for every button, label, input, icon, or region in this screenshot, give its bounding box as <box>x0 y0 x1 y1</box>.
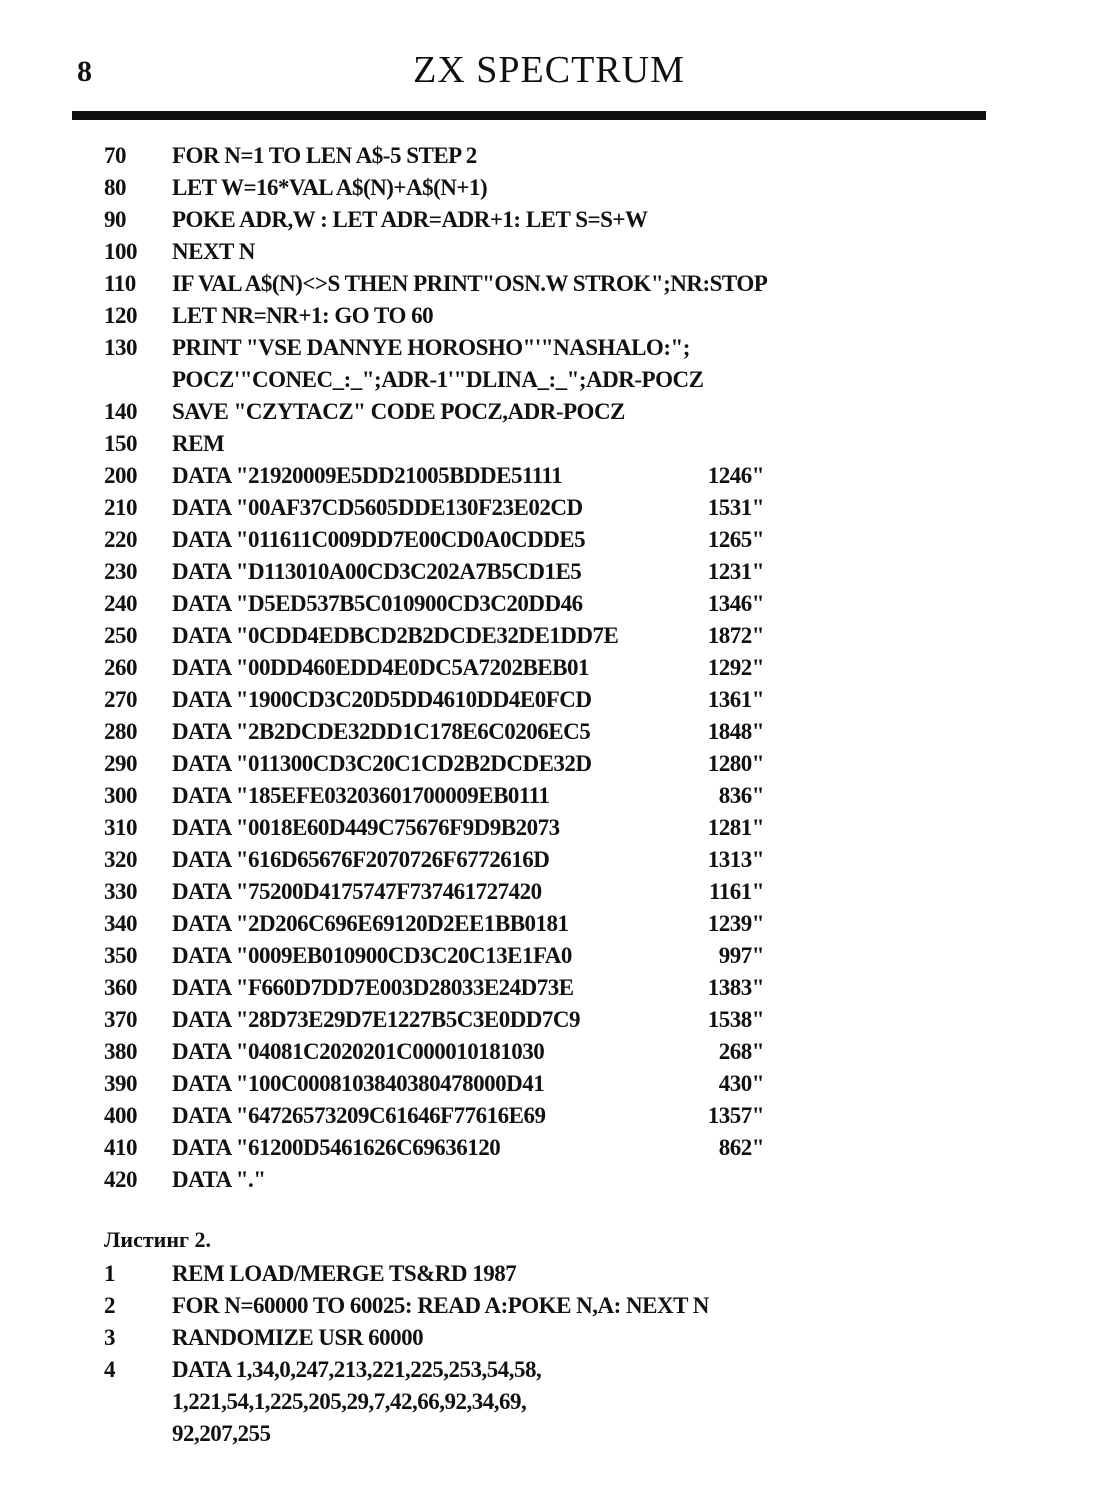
code-text: RANDOMIZE USR 60000 <box>172 1325 424 1350</box>
line-number: 1 <box>104 1261 115 1286</box>
code-text: NEXT N <box>172 239 255 264</box>
line-number: 390 <box>104 1071 137 1096</box>
line-number: 240 <box>104 591 137 616</box>
line-number: 310 <box>104 815 137 840</box>
code-text: DATA "0018E60D449C75676F9D9B2073 <box>172 815 560 840</box>
code-line <box>104 1132 824 1164</box>
line-number: 260 <box>104 655 137 680</box>
code-text: DATA "011300CD3C20C1CD2B2DCDE32D <box>172 751 592 776</box>
code-line <box>104 140 824 172</box>
line-number: 370 <box>104 1007 137 1032</box>
code-text: DATA "75200D4175747F737461727420 <box>172 879 542 904</box>
code-text: DATA "28D73E29D7E1227B5C3E0DD7C9 <box>172 1007 581 1032</box>
code-text: DATA "0CDD4EDBCD2B2DCDE32DE1DD7E <box>172 623 619 648</box>
line-number: 280 <box>104 719 137 744</box>
code-line <box>104 812 824 844</box>
listing-2-caption: Листинг 2. <box>104 1227 211 1252</box>
line-number: 380 <box>104 1039 137 1064</box>
checksum: 1239" <box>707 911 764 936</box>
running-title: ZX SPECTRUM <box>413 49 685 91</box>
code-text: SAVE "CZYTACZ" CODE POCZ,ADR-POCZ <box>172 399 625 424</box>
checksum: 1538" <box>707 1007 764 1032</box>
code-text: PRINT "VSE DANNYE HOROSHO"'"NASHALO:"; <box>172 335 690 360</box>
code-line <box>104 332 824 364</box>
code-text: DATA "00AF37CD5605DDE130F23E02CD <box>172 495 583 520</box>
code-line <box>104 1418 824 1450</box>
code-line <box>104 652 824 684</box>
checksum: 1313" <box>707 847 764 872</box>
checksum: 1531" <box>707 495 764 520</box>
code-line <box>104 620 824 652</box>
line-number: 360 <box>104 975 137 1000</box>
checksum: 1361" <box>707 687 764 712</box>
code-text: DATA "F660D7DD7E003D28033E24D73E <box>172 975 574 1000</box>
line-number: 130 <box>104 335 137 360</box>
code-line <box>104 460 824 492</box>
code-line <box>104 1004 824 1036</box>
checksum: 1383" <box>707 975 764 1000</box>
code-line <box>104 1258 824 1290</box>
code-line <box>104 684 824 716</box>
line-number: 330 <box>104 879 137 904</box>
code-text: DATA "61200D5461626C69636120 <box>172 1135 501 1160</box>
checksum: 1265" <box>707 527 764 552</box>
code-line <box>104 300 824 332</box>
code-text: DATA "04081C2020201C000010181030 <box>172 1039 545 1064</box>
code-text: DATA "1900CD3C20D5DD4610DD4E0FCD <box>172 687 592 712</box>
code-text: FOR N=1 TO LEN A$-5 STEP 2 <box>172 143 477 168</box>
code-line <box>104 908 824 940</box>
code-text: POCZ'"CONEC_:_";ADR-1'"DLINA_:_";ADR-POCZ <box>172 367 704 392</box>
line-number: 340 <box>104 911 137 936</box>
checksum: 1280" <box>707 751 764 776</box>
checksum: 268" <box>718 1039 764 1064</box>
line-number: 100 <box>104 239 137 264</box>
line-number: 110 <box>104 271 136 296</box>
line-number: 220 <box>104 527 137 552</box>
code-text: POKE ADR,W : LET ADR=ADR+1: LET S=S+W <box>172 207 648 232</box>
code-text: DATA "011611C009DD7E00CD0A0CDDE5 <box>172 527 586 552</box>
listing-1 <box>104 140 824 1196</box>
line-number: 320 <box>104 847 137 872</box>
code-line <box>104 1354 824 1386</box>
code-line <box>104 844 824 876</box>
code-text: FOR N=60000 TO 60025: READ A:POKE N,A: NEXT N <box>172 1293 709 1318</box>
line-number: 150 <box>104 431 137 456</box>
line-number: 120 <box>104 303 137 328</box>
line-number: 140 <box>104 399 137 424</box>
code-text: LET NR=NR+1: GO TO 60 <box>172 303 434 328</box>
code-line <box>104 1100 824 1132</box>
code-line <box>104 1068 824 1100</box>
code-line <box>104 1036 824 1068</box>
checksum: 1246" <box>707 463 764 488</box>
code-line <box>104 172 824 204</box>
checksum: 1292" <box>707 655 764 680</box>
code-line <box>104 972 824 1004</box>
code-line <box>104 236 824 268</box>
code-text: DATA "2D206C696E69120D2EE1BB0181 <box>172 911 569 936</box>
line-number: 90 <box>104 207 126 232</box>
checksum: 1231" <box>707 559 764 584</box>
code-text: DATA "D113010A00CD3C202A7B5CD1E5 <box>172 559 582 584</box>
code-text: REM <box>172 431 225 456</box>
code-line <box>104 524 824 556</box>
code-text: DATA "0009EB010900CD3C20C13E1FA0 <box>172 943 572 968</box>
line-number: 350 <box>104 943 137 968</box>
code-line <box>104 1322 824 1354</box>
code-text: IF VAL A$(N)<>S THEN PRINT"OSN.W STROK";NR:STOP <box>172 271 768 296</box>
code-line <box>104 876 824 908</box>
code-line <box>104 1290 824 1322</box>
code-text: DATA "64726573209C61646F77616E69 <box>172 1103 546 1128</box>
line-number: 70 <box>104 143 126 168</box>
line-number: 290 <box>104 751 137 776</box>
code-text: REM LOAD/MERGE TS&RD 1987 <box>172 1261 517 1286</box>
line-number: 3 <box>104 1325 115 1350</box>
code-line <box>104 396 824 428</box>
code-text: DATA "." <box>172 1167 266 1192</box>
checksum: 997" <box>718 943 764 968</box>
checksum: 1161" <box>709 879 764 904</box>
code-line <box>104 364 824 396</box>
code-text: DATA "185EFE03203601700009EB0111 <box>172 783 550 808</box>
checksum: 1346" <box>707 591 764 616</box>
code-text: DATA "100C0008103840380478000D41 <box>172 1071 545 1096</box>
code-line <box>104 556 824 588</box>
code-line <box>104 492 824 524</box>
line-number: 270 <box>104 687 137 712</box>
code-text: DATA "00DD460EDD4E0DC5A7202BEB01 <box>172 655 589 680</box>
checksum: 1357" <box>707 1103 764 1128</box>
line-number: 2 <box>104 1293 115 1318</box>
code-text: DATA "616D65676F2070726F6772616D <box>172 847 550 872</box>
code-line <box>104 748 824 780</box>
code-line <box>104 940 824 972</box>
page-number: 8 <box>77 55 92 88</box>
line-number: 420 <box>104 1167 137 1192</box>
line-number: 410 <box>104 1135 137 1160</box>
code-text: DATA 1,34,0,247,213,221,225,253,54,58, <box>172 1357 542 1382</box>
code-line <box>104 588 824 620</box>
code-text: DATA "D5ED537B5C010900CD3C20DD46 <box>172 591 583 616</box>
code-line <box>104 780 824 812</box>
line-number: 230 <box>104 559 137 584</box>
code-line <box>104 428 824 460</box>
code-text: 1,221,54,1,225,205,29,7,42,66,92,34,69, <box>172 1389 527 1414</box>
code-text: 92,207,255 <box>172 1421 271 1446</box>
code-text: DATA "21920009E5DD21005BDDE51111 <box>172 463 563 488</box>
line-number: 80 <box>104 175 126 200</box>
code-line <box>104 268 824 300</box>
checksum: 1872" <box>707 623 764 648</box>
checksum: 1848" <box>707 719 764 744</box>
line-number: 210 <box>104 495 137 520</box>
code-text: DATA "2B2DCDE32DD1C178E6C0206EC5 <box>172 719 591 744</box>
code-line <box>104 1386 824 1418</box>
line-number: 250 <box>104 623 137 648</box>
line-number: 200 <box>104 463 137 488</box>
line-number: 400 <box>104 1103 137 1128</box>
code-line <box>104 1164 824 1196</box>
code-line <box>104 204 824 236</box>
line-number: 4 <box>104 1357 115 1382</box>
code-line <box>104 716 824 748</box>
checksum: 430" <box>718 1071 764 1096</box>
checksum: 836" <box>718 783 764 808</box>
checksum: 1281" <box>707 815 764 840</box>
listing-2 <box>104 1258 824 1450</box>
code-text: LET W=16*VAL A$(N)+A$(N+1) <box>172 175 488 200</box>
checksum: 862" <box>718 1135 764 1160</box>
line-number: 300 <box>104 783 137 808</box>
header-rule <box>72 111 986 120</box>
